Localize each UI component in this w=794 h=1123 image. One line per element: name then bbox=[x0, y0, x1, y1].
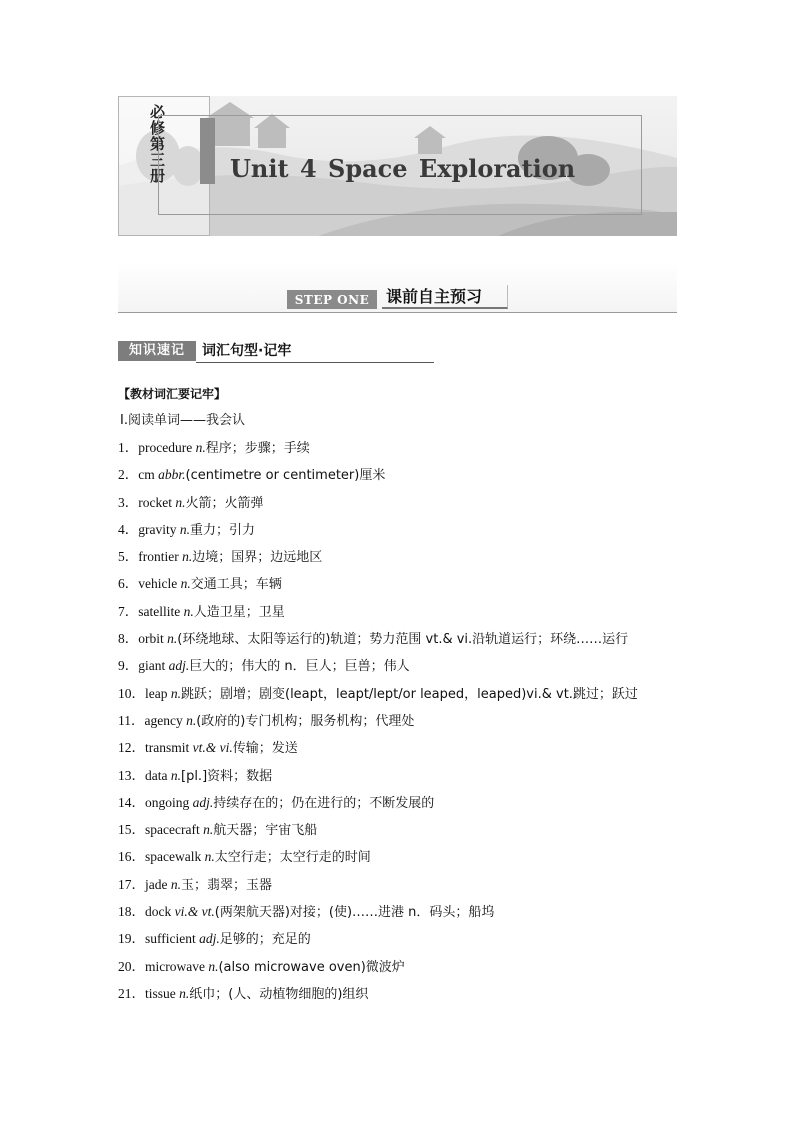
list-item: 4．gravity n.重力；引力 bbox=[118, 521, 256, 538]
list-item: 18．dock vi.& vt.(两架航天器)对接；(使)……进港 n．码头；船坞 bbox=[118, 904, 495, 921]
list-item: 11．agency n.(政府的)专门机构；服务机构；代理处 bbox=[118, 712, 415, 729]
list-item: 5．frontier n.边境；国界；边远地区 bbox=[118, 549, 323, 566]
list-item: 20．microwave n.(also microwave oven)微波炉 bbox=[118, 958, 405, 975]
title-accent-bar bbox=[200, 118, 215, 184]
list-item: 3．rocket n.火箭；火箭弹 bbox=[118, 494, 264, 511]
list-item: 9．giant adj.巨大的；伟大的 n．巨人；巨兽；伟人 bbox=[118, 658, 410, 675]
list-item: 17．jade n.玉；翡翠；玉器 bbox=[118, 876, 273, 893]
list-item: 7．satellite n.人造卫星；卫星 bbox=[118, 603, 285, 620]
list-item: 10．leap n.跳跃；剧增；剧变(leapt，leapt/lept/or leaped，leaped)vi.& vt.跳过；跃过 bbox=[118, 685, 638, 702]
step-title: 课前自主预习 bbox=[382, 285, 508, 309]
list-item: 15．spacecraft n.航天器；宇宙飞船 bbox=[118, 822, 318, 839]
list-item: 2．cm abbr.(centimetre or centimeter)厘米 bbox=[118, 467, 386, 484]
step-divider bbox=[118, 312, 677, 313]
section-underline bbox=[196, 362, 434, 363]
block-heading: 【教材词汇要记牢】 bbox=[118, 387, 227, 401]
sub-heading: Ⅰ.阅读单词——我会认 bbox=[120, 413, 245, 428]
step-label: STEP ONE bbox=[287, 290, 377, 309]
side-label: 必修第三册 bbox=[148, 104, 166, 184]
unit-title: Unit 4 Space Exploration bbox=[230, 154, 576, 183]
list-item: 12．transmit vt.& vi.传输；发送 bbox=[118, 740, 298, 757]
section-badge: 知识速记 bbox=[118, 341, 196, 361]
list-item: 1．procedure n.程序；步骤；手续 bbox=[118, 440, 310, 456]
list-item: 6．vehicle n.交通工具；车辆 bbox=[118, 576, 282, 593]
list-item: 19．sufficient adj.足够的；充足的 bbox=[118, 931, 311, 948]
list-item: 13．data n.[pl.]资料；数据 bbox=[118, 767, 273, 784]
vocab-list bbox=[118, 437, 688, 1010]
list-item: 16．spacewalk n.太空行走；太空行走的时间 bbox=[118, 849, 371, 866]
section-title: 词汇句型·记牢 bbox=[202, 343, 292, 359]
list-item: 14．ongoing adj.持续存在的；仍在进行的；不断发展的 bbox=[118, 794, 435, 811]
list-item: 21．tissue n.纸巾；(人、动植物细胞的)组织 bbox=[118, 985, 369, 1002]
list-item: 8．orbit n.(环绕地球、太阳等运行的)轨道；势力范围 vt.& vi.沿轨道运行；环绕……运行 bbox=[118, 631, 629, 648]
